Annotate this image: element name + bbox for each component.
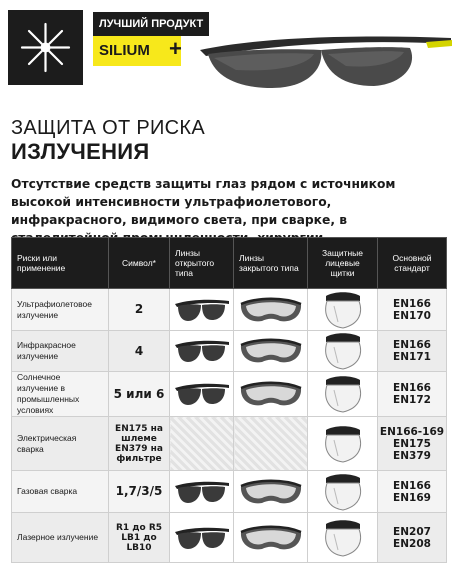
closed-lenses-cell	[234, 471, 308, 513]
symbol-line: R1 до R5	[115, 522, 163, 533]
table-row	[12, 372, 447, 417]
table-row	[12, 331, 447, 372]
face-shield-cell	[308, 471, 378, 513]
symbol-cell	[109, 513, 170, 563]
product-name	[93, 36, 181, 66]
risk-cell: Лазерное излучение	[12, 513, 109, 563]
closed-lenses-cell	[234, 417, 308, 471]
face-shield-icon	[320, 472, 366, 512]
table-row	[12, 513, 447, 563]
standard-line: EN379	[393, 449, 431, 462]
closed-lenses-cell	[234, 289, 308, 331]
product-name-text: SILIUM	[99, 42, 150, 59]
header-symbol: Символ*	[109, 238, 170, 289]
standard-line: EN166	[393, 339, 431, 351]
risk-cell: Солнечное излучение в промышленных условиях	[12, 372, 109, 417]
symbol-line: LB10	[126, 542, 152, 553]
silium-glasses-image	[196, 32, 454, 94]
symbol-line: шлеме	[121, 433, 157, 444]
header-standard: Основной стандарт	[378, 238, 447, 289]
open-lenses-cell	[170, 289, 234, 331]
closed-lenses-cell	[234, 513, 308, 563]
standard-line: EN166	[393, 297, 431, 310]
standard-line: EN169	[393, 491, 431, 504]
heading-line-1: ЗАЩИТА ОТ РИСКА	[11, 117, 205, 139]
face-shield-cell	[308, 513, 378, 563]
standard-line: EN166-169	[379, 425, 445, 438]
risk-cell: Электрическая сварка	[12, 417, 109, 471]
symbol-line: фильтре	[116, 453, 162, 464]
open-lenses-cell	[170, 417, 234, 471]
best-product-label: ЛУЧШИЙ ПРОДУКТ	[93, 12, 209, 36]
best-product-badge	[93, 12, 213, 74]
symbol-line: LB1 до	[121, 532, 157, 543]
symbol-line: EN175 на	[115, 423, 163, 434]
standard-line: EN166	[393, 479, 431, 492]
standard-line: EN172	[393, 394, 431, 406]
closed-goggles-icon	[238, 294, 304, 326]
risk-cell: Ультрафиолетовое излучение	[12, 289, 109, 331]
face-shield-icon	[320, 518, 366, 558]
open-glasses-icon	[173, 477, 231, 507]
open-glasses-icon	[173, 295, 231, 325]
plus-sign: +	[169, 36, 182, 61]
header-open-lenses: Линзы открытого типа	[170, 238, 234, 289]
face-shield-icon	[320, 374, 366, 414]
standard-cell	[378, 331, 447, 372]
radiation-logo	[8, 10, 83, 85]
face-shield-icon	[320, 331, 366, 371]
open-glasses-icon	[173, 336, 231, 366]
table-header-row	[12, 238, 447, 289]
open-glasses-icon	[173, 379, 231, 409]
standard-line: EN170	[393, 309, 431, 322]
risk-cell: Инфракрасное излучение	[12, 331, 109, 372]
symbol-line: EN379 на	[115, 443, 163, 454]
symbol-cell	[109, 417, 170, 471]
closed-goggles-icon	[238, 335, 304, 367]
open-glasses-icon	[173, 523, 231, 553]
heading-line-2: ИЗЛУЧЕНИЯ	[11, 139, 150, 164]
symbol-cell: 1,7/3/5	[109, 471, 170, 513]
closed-goggles-icon	[238, 522, 304, 554]
open-lenses-cell	[170, 471, 234, 513]
symbol-cell: 2	[109, 289, 170, 331]
face-shield-cell	[308, 289, 378, 331]
intro-paragraph: Отсутствие средств защиты глаз рядом с источником высокой интенсивности ультрафиолетового, инфракрасного, видимого света, при сварке, в	[11, 177, 396, 227]
standard-cell	[378, 372, 447, 417]
open-lenses-cell	[170, 513, 234, 563]
closed-lenses-cell	[234, 372, 308, 417]
face-shield-icon	[320, 290, 366, 330]
standard-line: EN171	[393, 351, 431, 363]
open-lenses-cell	[170, 372, 234, 417]
header-closed-lenses: Линзы закрытого типа	[234, 238, 308, 289]
closed-goggles-icon	[238, 378, 304, 410]
table-row	[12, 417, 447, 471]
face-shield-cell	[308, 417, 378, 471]
face-shield-icon	[320, 424, 366, 464]
standard-cell	[378, 471, 447, 513]
radiation-protection-table	[11, 237, 447, 563]
standard-cell	[378, 289, 447, 331]
header-risk: Риски или применение	[12, 238, 109, 289]
header-banner	[0, 0, 454, 104]
open-lenses-cell	[170, 331, 234, 372]
standard-line: EN207	[393, 525, 431, 538]
table-row	[12, 471, 447, 513]
standard-cell	[378, 417, 447, 471]
face-shield-cell	[308, 331, 378, 372]
standard-line: EN175	[393, 437, 431, 450]
face-shield-cell	[308, 372, 378, 417]
standard-cell	[378, 513, 447, 563]
symbol-cell: 4	[109, 331, 170, 372]
header-face-shields: Защитные лицевые щитки	[308, 238, 378, 289]
symbol-cell: 5 или 6	[109, 372, 170, 417]
radiation-star-icon	[8, 10, 83, 85]
standard-line: EN208	[393, 537, 431, 550]
closed-goggles-icon	[238, 476, 304, 508]
closed-lenses-cell	[234, 331, 308, 372]
standard-line: EN166	[393, 382, 431, 394]
risk-cell: Газовая сварка	[12, 471, 109, 513]
table-row	[12, 289, 447, 331]
